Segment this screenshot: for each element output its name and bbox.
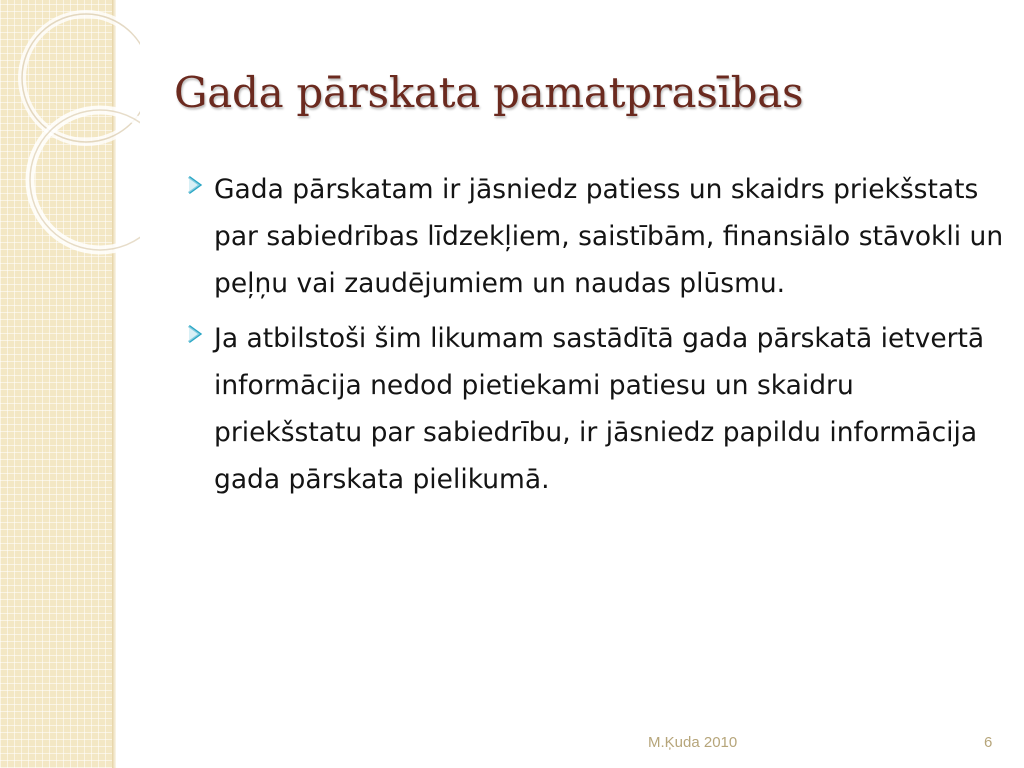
arrow-bullet-icon bbox=[184, 323, 206, 345]
bullet-text: Gada pārskatam ir jāsniedz patiess un skaidrs priekšstats par sabiedrības līdzekļiem, saistībām, finansiālo stāvokli un peļņu vai zaudējumiem un naudas plūsmu. bbox=[214, 174, 1004, 299]
bullet-item bbox=[182, 315, 1002, 503]
bullet-item bbox=[182, 166, 1002, 307]
footer-author: M.Ķuda 2010 bbox=[648, 734, 738, 751]
arrow-bullet-icon bbox=[184, 174, 206, 196]
bullet-text: Ja atbilstoši šim likumam sastādītā gada pārskatā ietvertā informācija nedod pietiekami patiesu un skaidru priekšstatu par sabiedrību, ir jāsniedz papildu informācija gada pārskata pielikumā. bbox=[214, 323, 985, 495]
bullet-list bbox=[182, 166, 1002, 511]
slide-title: Gada pārskata pamatprasības bbox=[174, 68, 804, 117]
slide-number: 6 bbox=[984, 734, 993, 751]
decorative-rings-icon bbox=[0, 0, 140, 280]
